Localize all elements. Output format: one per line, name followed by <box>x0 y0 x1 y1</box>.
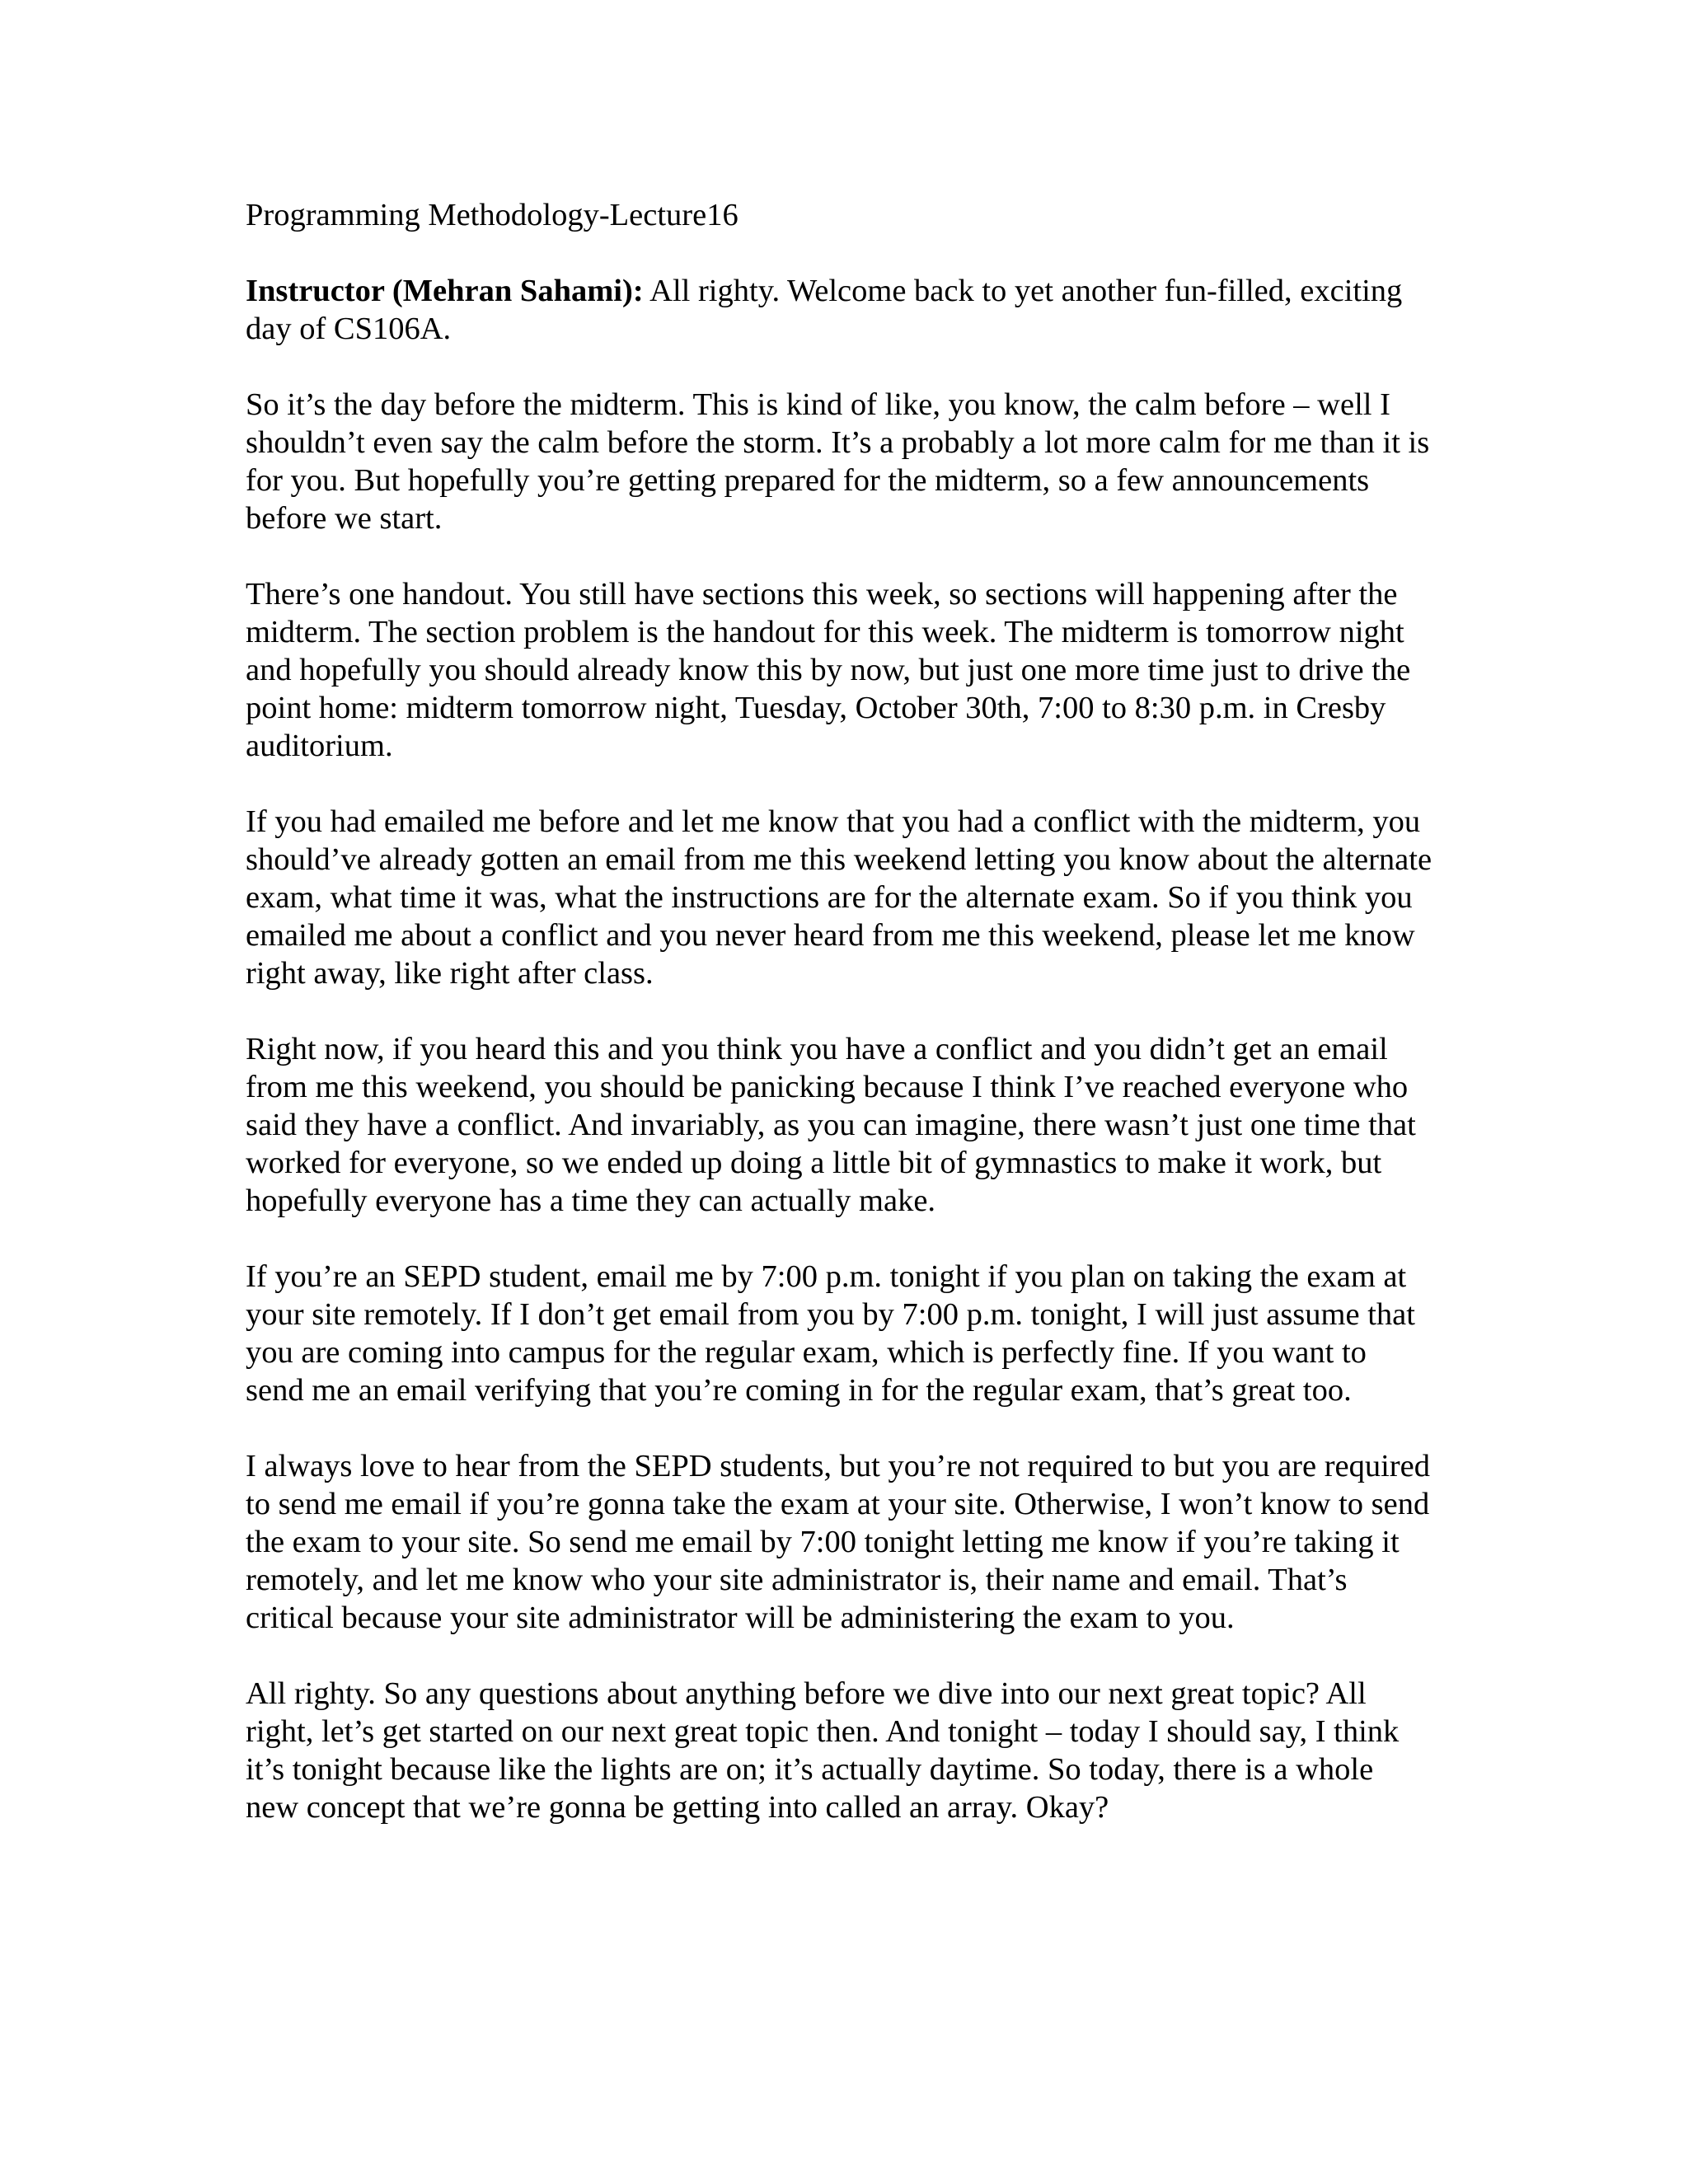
paragraph-4: If you had emailed me before and let me know that you had a conflict with the midterm, you should’ve already gotten an email from me this weekend letting you know about the alternate exam, what time it was, what the instructions are for the alternate exam. So if you think you emailed me about a conflict and you never heard from me this weekend, please let me know right away, like right after class. <box>246 804 1432 991</box>
paragraph-7: I always love to hear from the SEPD students, but you’re not required to but you are required to send me email if you’re gonna take the exam at your site. Otherwise, I won’t know to send the exam to your site. So send me email by 7:00 tonight letting me know if you’re taking it remotely, and let me know who your site administrator is, their name and email. That’s critical because your site administrator will be administering the exam to you. <box>246 1449 1430 1635</box>
transcript-body <box>246 196 1432 1864</box>
document-title: Programming Methodology-Lecture16 <box>246 198 738 232</box>
paragraph-6: If you’re an SEPD student, email me by 7:00 p.m. tonight if you plan on taking the exam at your site remotely. If I don’t get email from you by 7:00 p.m. tonight, I will just assume that you are coming into campus for the regular exam, which is perfectly fine. If you want to send me an email verifying that you’re coming in for the regular exam, that’s great too. <box>246 1259 1415 1408</box>
speaker-label: Instructor (Mehran Sahami): <box>246 274 644 308</box>
paragraph-intro <box>246 272 1432 348</box>
paragraph-8: All righty. So any questions about anything before we dive into our next great topic? All right, let’s get started on our next great topic then. And tonight – today I should say, I think it’s tonight because like the lights are on; it’s actually daytime. So today, there is a whole new concept that we’re gonna be getting into called an array. Okay? <box>246 1676 1400 1825</box>
paragraph-3: There’s one handout. You still have sections this week, so sections will happening after the midterm. The section problem is the handout for this week. The midterm is tomorrow night and hopefully you should already know this by now, but just one more time just to drive the point home: midterm tomorrow night, Tuesday, October 30th, 7:00 to 8:30 p.m. in Cresby auditorium. <box>246 577 1411 763</box>
paragraph-5: Right now, if you heard this and you think you have a conflict and you didn’t get an email from me this weekend, you should be panicking because I think I’ve reached everyone who said they have a conflict. And invariably, as you can imagine, there wasn’t just one time that worked for everyone, so we ended up doing a little bit of gymnastics to make it work, but hopefully everyone has a time they can actually make. <box>246 1032 1416 1218</box>
paragraph-intro-text: All righty. Welcome back to yet another fun-filled, exciting day of CS106A. <box>246 274 1403 346</box>
paragraph-2: So it’s the day before the midterm. This is kind of like, you know, the calm before – well I shouldn’t even say the calm before the storm. It’s a probably a lot more calm for me than it is for you. But hopefully you’re getting prepared for the midterm, so a few announcements before we start. <box>246 387 1430 536</box>
